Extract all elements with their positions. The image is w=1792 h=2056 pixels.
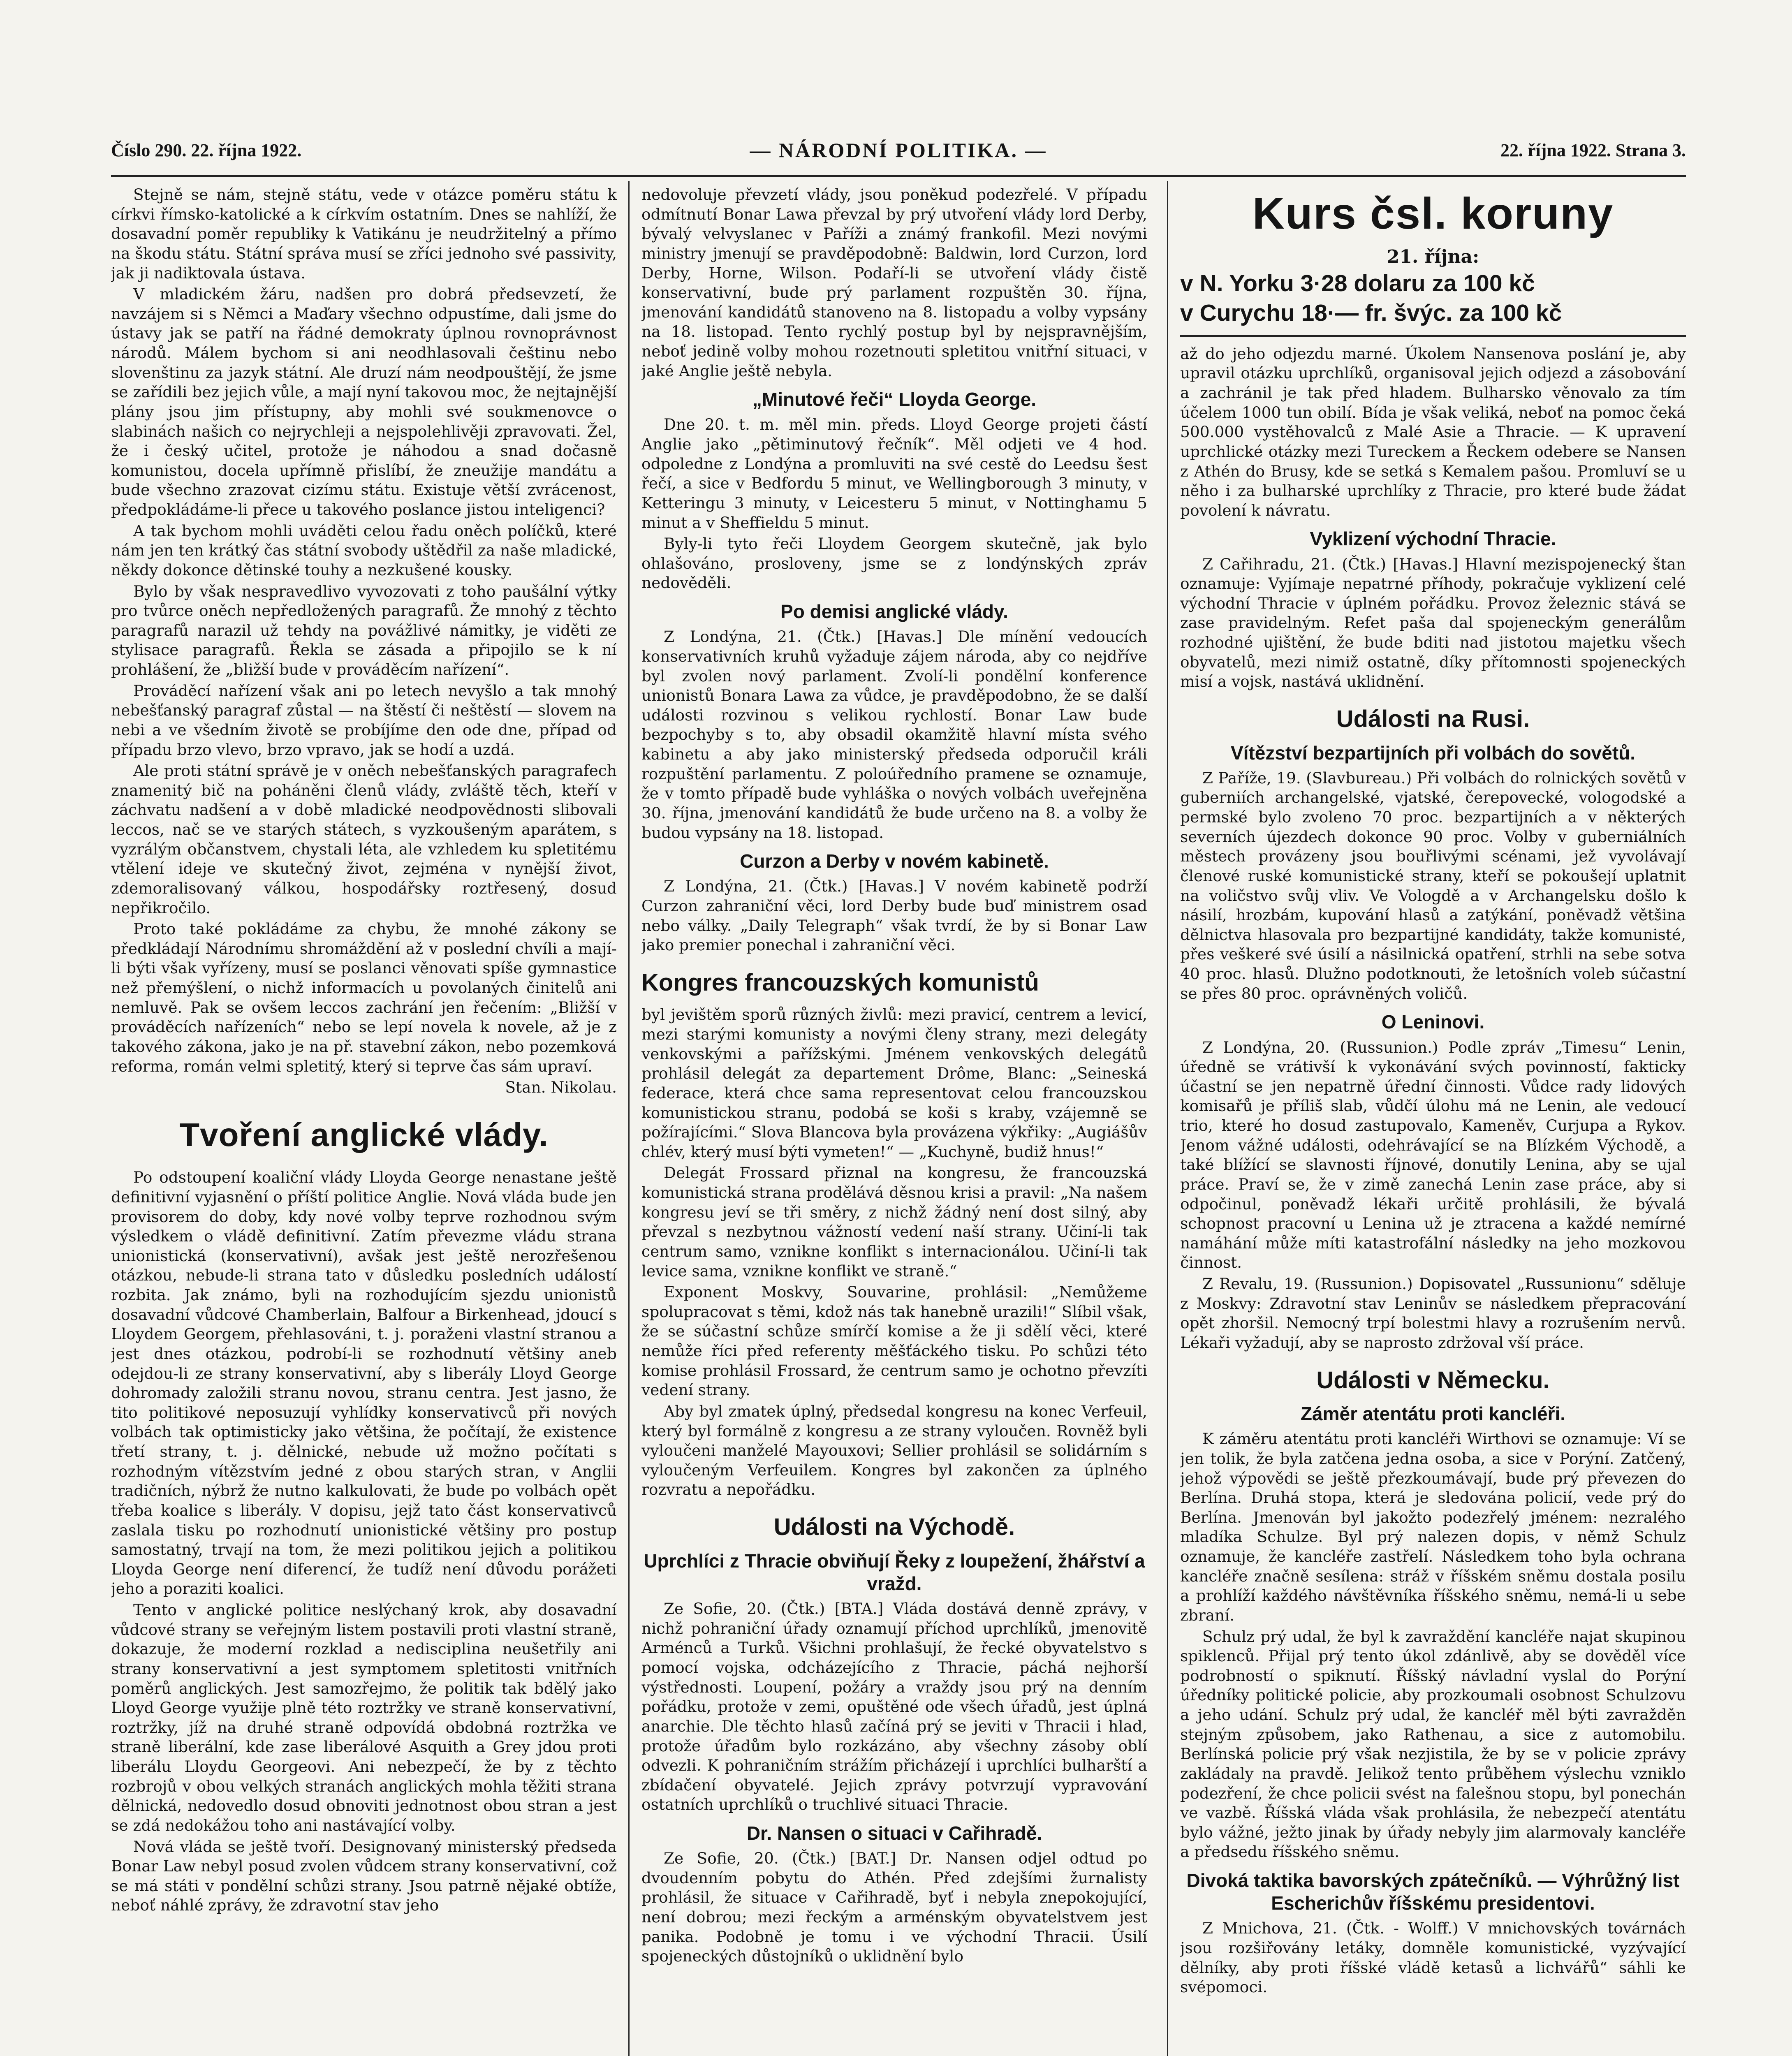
paragraph: byl jevištěm sporů různých živlů: mezi pravicí, centrem a levicí, mezi starými komunisty a novými členy strany, mezi delegáty venkovskými a pařížskými. Jménem venkovských delegátů prohlásil delegát za departement Drôme, Blanc: „Seineská federace, která chce sama representovat celou francouzskou komunistickou stranu, podobá se koši s kraby, vzájemně se požírajícími.“ Slova Blancova byla provázena výkřiky: „Augiášův chlév, který musí býti vymeten!“ — „Kuchyně, budiž hnus!“	[641, 1005, 1147, 1161]
paragraph: Dne 20. t. m. měl min. předs. Lloyd George projeti částí Anglie jako „pětiminutový řečník“. Měl odjeti ve 4 hod. odpoledne z Londýna a promluviti na své cestě do Leedsu šest řečí, a sice v Bedfordu 5 minut, ve Wellingborough 3 minuty, v Ketteringu 3 minuty, v Leicesteru 5 minut, v Nottinghamu 5 minut a v Sheffieldu 5 minut.	[641, 415, 1147, 532]
paragraph: V mladickém žáru, nadšen pro dobrá předsevzetí, že navzájem si s Němci a Maďary všechno odpustíme, dali jsme do ústavy jak se patří na řádné demokraty úplnou rovnoprávnost národů. Málem bychom si ani neodhlasovali češtinu nebo slovenštinu za jazyk státní. Ale druzí nám neodpouštějí, že jsme se zařídili bez jejich vůle, a mají nyní takovou moc, že nejtajnější plány jsou jim přístupny, aby mohli své soukmenovce o slabinách našich co nejrychleji a nejspolehlivěji zpravovati. Žel, že i český učitel, protože je náhodou a snad dočasně komunistou, docela upřímně přislíbí, že zneužije mandátu a bude všechno zrazovat cizímu státu. Existuje větší zvrácenost, předpokládáme-li přece u takového poslance jistou inteligenci?	[111, 285, 617, 519]
paragraph: nedovoluje převzetí vlády, jsou poněkud podezřelé. V případu odmítnutí Bonar Lawa převzal by prý utvoření vlády lord Derby, bývalý velvyslanec v Paříži a známý frankofil. Mezi novými ministry jmenují se pravděpodobně: Baldwin, lord Curzon, lord Derby, Horne, Wilson. Podaří-li se utvoření vlády čistě konservativní, bude prý parlament rozpuštěn 30. října, jmenování kandidátů stanoveno na 8. listopadu a volby vypsány na 18. listopad. Tento rychlý postup byl by nejspravnějším, neboť jedině volby mohou rozetnouti spletitou vnitřní situaci, v jaké Anglie ještě nebyla.	[641, 185, 1147, 380]
paragraph: Ze Sofie, 20. (Čtk.) [BAT.] Dr. Nansen odjel odtud po dvoudenním pobytu do Athén. Před zdejšími žurnalisty prohlásil, že situace v Cařihradě, byť i nebyla znepokojující, není dobrou; mezi řeckým a arménským obyvatelstvem jest panika. Podobně je tomu i ve východní Thracii. Úsilí spojeneckých důstojníků o uklidnění bylo	[641, 1849, 1147, 1966]
column-rule	[1167, 181, 1168, 2056]
paragraph: Prováděcí nařízení však ani po letech nevyšlo a tak mnohý nebešťanský paragraf zůstal — na štěstí či neštěstí — slovem na nebi a ve všedním životě se probíjíme den ode dne, případ od případu brzo vlevo, brzo vpravo, jak se hodí a uzdá.	[111, 681, 617, 759]
paragraph: Z Mnichova, 21. (Čtk. - Wolff.) V mnichovských továrnách jsou rozšiřovány letáky, domněle komunistické, vyzývající dělníky, aby proti říšské vládě ketasů a lichvářů“ sáhli ke svépomoci.	[1180, 1919, 1686, 1996]
date-page: 22. října 1922. Strana 3.	[1500, 140, 1686, 160]
paragraph: Stejně se nám, stejně státu, vede v otázce poměru státu k církvi římsko-katolické a k církvím ostatním. Dnes se nahlíží, že dosavadní poměr republiky k Vatikánu je neudržitelný a přímo na škodu státu. Státní správa musí se zříci jednoho své passivity, jak ji nadiktovala ústava.	[111, 185, 617, 282]
author-signature: Stan. Nikolau.	[505, 1078, 617, 1097]
headline-o-leninovi: O Leninovi.	[1381, 1011, 1485, 1033]
paragraph: Byly-li tyto řeči Lloydem Georgem skutečně, jak bylo ohlašováno, prosloveny, jsme se z londýnských zpráv nedověděli.	[641, 535, 1147, 592]
paragraph: Z Paříže, 19. (Slavbureau.) Při volbách do rolnických sovětů v guberniích archangelské, vjatské, čerepovecké, vologodské a permské bylo zvoleno 70 proc. bezpartijních a v některých severních újezdech dokonce 90 proc. Volby v guberniálních městech provázeny jsou bouřlivými scénami, jež vyvolávají členové ruské komunistické strany, kteří se pokoušejí uplatnit na voličstvo svůj vliv. Ve Vologdě a v Archangelsku došlo k násilí, hrozbám, kupování hlasů a zatýkání, poněvadž většina dělnictva hlasovala pro bezpartijné kandidáty, takže komunisté, přes veškeré své úsilí a násilnická opatření, strhli na sebe sotva 40 proc. hlasů. Dlužno podotknouti, že letošních voleb súčastní se přes 80 proc. oprávněných voličů.	[1180, 769, 1686, 1003]
paragraph: Z Cařihradu, 21. (Čtk.) [Havas.] Hlavní mezispojenecký štan oznamuje: Vyjímaje nepatrné příhody, pokračuje vyklizení celé východní Thracie v úplném pořádku. Provoz železnic stává se zase pravidelným. Refet paša dal spojeneckým generálům rozhodné ujištění, že bude bditi nad jistotou majetku všech obyvatelů, mezi nimiž ostatně, díky přítomnosti spojeneckých misí a vojsk, nastává uklidnění.	[1180, 555, 1686, 691]
paragraph: K záměru atentátu proti kancléři Wirthovi se oznamuje: Ví se jen tolik, že byla zatčena jedna osoba, a sice v Porýní. Zatčený, jehož výpovědi se ještě přezkoumávají, bude prý převezen do Berlína. Druhá stopa, která je sledována policií, vede prý do Berlína. Jmenován byl jakožto podezřelý jménem: nezralého mladíka Schulze. Byl prý nalezen dopis, v němž Schulz oznamuje, že kancléře zastřelí. Následkem toho byla ochrana kancléře značně sesílena: stráž v říšském sněmu dostala posilu a prohlíží každého návštěvníka říšského sněmu, nemá-li u sebe zbraní.	[1180, 1430, 1686, 1624]
issue-number: Číslo 290. 22. října 1922.	[111, 140, 302, 160]
rate-new-york: v N. Yorku 3·28 dolaru za 100 kč	[1180, 270, 1535, 297]
column-3	[1180, 185, 1686, 2056]
paragraph: Bylo by však nespravedlivo vyvozovati z toho paušální výtky pro tvůrce oněch nepředložených paragrafů. Že mnohý z těchto paragrafů narazil už tehdy na povážlivé námitky, je viděti ze stylisace paragrafů. Řekla se zásada a připojilo se k ní prohlášení, že „bližší bude v prováděcím nařízení“.	[111, 582, 617, 678]
column-1	[111, 185, 617, 2056]
paragraph: Ale proti státní správě je v oněch nebešťanských paragrafech znamenitý bič na poháněni členů vlády, zvláště těch, kteří v záchvatu nadšení a v době mladické neodpovědnosti slibovali leccos, nač se ve starých státech, s vyzkoušeným aparátem, s vyzrálým občanstvem, chystali léta, ale vzhledem ku spletitému vtělení ideje ve skutečný život, zejména v nynější život, zdemoralisovaný válkou, hospodářsky roztřesený, dosud nepřikročilo.	[111, 762, 617, 917]
headline-udalosti-vychod: Události na Východě.	[773, 1514, 1015, 1541]
headline-vyklizeni: Vyklizení východní Thracie.	[1310, 528, 1556, 550]
paragraph: Schulz prý udal, že byl k zavraždění kancléře najat skupinou spiklenců. Přijal prý tento úkol zdánlivě, aby se dověděl více podrobností o spiknutí. Říšský návladní vyslal do Porýní úředníky politické policie, aby prozkoumali osobnost Schulzovu a jeho udání. Schulz prý udal, že kancléř měl býti zavražděn stejným způsobem, jako Rathenau, a sice z automobilu. Berlínská policie prý však nezjistila, že by se v policie zprávy zakládaly na pravdě. Jelikož tento průběhem výslechu vzniklo podezření, že chce policii svést na falešnou stopu, byl ponechán ve vazbě. Říšská vláda však prohlásila, že nebezpečí atentátu bylo vážné, ježto jinak by úřady nebyly jim alarmovaly kancléře a předsedu říšského sněmu.	[1180, 1627, 1686, 1861]
column-2	[641, 185, 1147, 2056]
paragraph: Nová vláda se ještě tvoří. Designovaný ministerský předseda Bonar Law nebyl posud zvolen vůdcem strany konservativní, což se má státi v pondělní schůzi strany. Jsou patrně nějaké obtíže, neboť náhlé zprávy, že zdravotní stav jeho	[111, 1837, 617, 1915]
paragraph: Z Londýna, 20. (Russunion.) Podle zpráv „Timesu“ Lenin, úředně se vrátivší k vykonávání svých povinností, fakticky účastní se jen nepatrně úřední činnosti. Vůdce rady lidových komisařů je příliš slab, vůdčí úlohu má ne Lenin, ale vedoucí trio, které ho dosud zastupovalo, Kameněv, Curjupa a Rykov. Jenom vážné události, odehrávající se na Blízkém Východě, a také blížící se slavnosti říjnové, donutily Lenina, aby se ujal práce. Praví se, že v zimě zanechá Lenin zase práce, aby si odpočinul, poněvadž lékaři určitě prohlásili, že bývalá schopnost pracovní u Lenina už je ztracena a každé nemírné namáhání může míti katastrofální následky na jeho mozkovou činnost.	[1180, 1038, 1686, 1272]
paragraph: Proto také pokládáme za chybu, že mnohé zákony se předkládají Národnímu shromáždění až v poslední chvíli a mají-li býti však vyřízeny, musí se poslanci věnovati spíše gymnastice než přemýšlení, o nichž informacích u povolaných činitelů ani nemluvě. Pak se ovšem leccos zachrání jen řečením: „Bližší v prováděcích nařízeních“ nebo se lepí novela k novele, až je z takového zákona, jako je na př. stavební zákon, nebo pozemková reforma, román velmi spletitý, který si teprve čas sám upraví.	[111, 920, 617, 1075]
masthead: — NÁRODNÍ POLITIKA. —	[750, 139, 1047, 162]
headline-minutove-reci: „Minutové řeči“ Lloyda George.	[752, 389, 1037, 410]
paragraph: Z Londýna, 21. (Čtk.) [Havas.] Dle mínění vedoucích konservativních kruhů vyžaduje zájem národa, aby co nejdříve byl zvolen nový parlament. Zvolí-li pondělní konference unionistů Bonara Lawa za vůdce, je pravděpodobno, že se další události rozvinou s velikou rychlostí. Bonar Law bude bezpochyby s to, aby obsadil okamžitě hlavní místa svého kabinetu a aby jako ministerský předseda odporučil králi rozpuštění parlamentu. Z poloúředního pramene se oznamuje, že v tomto případě bude vyhláška o nových volbách uveřejněna 30. října, jmenování kandidátů že bude určeno na 8. a volby že budou vypsány na 18. listopad.	[641, 627, 1147, 842]
headline-divoka-taktika: Divoká taktika bavorských zpátečníků. — Výhrůžný list Escherichův říšskému presidentovi.	[1186, 1870, 1680, 1914]
headline-kongres: Kongres francouzských komunistů	[641, 969, 1039, 996]
paragraph: až do jeho odjezdu marné. Úkolem Nansenova poslání je, aby upravil otázku uprchlíků, organisoval jejich odjezd a zásobování a zachránil je tak před hladem. Bulharsko věnovalo za tím účelem 1000 tun obilí. Bída je však veliká, neboť na pomoc čeká 500.000 vystěhovalců z Malé Asie a Thracie. — K upravení uprchlické otázky mezi Tureckem a Řeckem odebere se Nansen z Athén do Brusy, kde se setká s Kemalem pašou. Promluví se u něho i za bulharské uprchlíky z Thracie, pro které bude žádat povolení k návratu.	[1180, 344, 1686, 519]
paragraph: Exponent Moskvy, Souvarine, prohlásil: „Nemůžeme spolupracovat s těmi, kdož nás tak hanebně urazili!“ Slíbil však, že se súčastní schůze smírčí komise a že ji sdělí věci, které nemůže říci před referenty měšťáckého tisku. Po schůzi této komise prohlásil Frossard, že centrum samo je ochotno převzíti vedení strany.	[641, 1283, 1147, 1399]
headline-uprchlici: Uprchlíci z Thracie obviňují Řeky z loupežení, žhářství a vražd.	[644, 1550, 1145, 1594]
exchange-rate-box	[1180, 185, 1686, 337]
paragraph: A tak bychom mohli uváděti celou řadu oněch políčků, které nám jen ten krátký čas státní svobody uštědřil za naše mladické, někdy dokonce dětinské touhy a nezkušené kousky.	[111, 521, 617, 579]
paragraph: Aby byl zmatek úplný, předsedal kongresu na konec Verfeuil, který byl formálně z kongresu a ze strany vyloučen. Rovněž byli vyloučeni manželé Mayouxovi; Sellier prohlásil se solidárním s vyloučeným Verfeuilem. Kongres byl zakončen za úplného rozvratu a nepořádku.	[641, 1402, 1147, 1499]
headline-anglicka-vlada: Tvoření anglické vlády.	[179, 1116, 549, 1153]
paragraph: Ze Sofie, 20. (Čtk.) [BTA.] Vláda dostává denně zprávy, v nichž pohraniční úřady oznamují příchod uprchlíků, jmenovitě Arménců a Turků. Všichni prohlašují, že řecké obyvatelstvo s pomocí vojska, odcházejícího z Thracie, páchá nejhorší výstřednosti. Loupení, požáry a vraždy jsou prý na denním pořádku, protože v zemi, opuštěné ode všech úřadů, jest úplná anarchie. Dle těchto hlasů začíná prý se jeviti v Thracii i hlad, protože úřadům bylo rozkázáno, aby všechny zásoby oblí odvezli. K pohraničním strážím přicházejí i uprchlíci bulharští a zbídačení obyvatelé. Jejich zprávy potvrzují vypravování ostatních uprchlíků o truchlivé situaci Thracie.	[641, 1600, 1147, 1814]
paragraph: Delegát Frossard přiznal na kongresu, že francouzská komunistická strana prodělává děsnou krisi a pravil: „Na našem kongresu jeví se tři směry, z nichž žádný není dost silný, aby převzal s nezbytnou vážností vedení naší strany. Učiní-li tak centrum samo, vznikne konflikt s internacionálou. Učiní-li tak levice sama, vznikne konflikt ve straně.“	[641, 1164, 1147, 1280]
paragraph: Tento v anglické politice neslýchaný krok, aby dosavadní vůdcové strany se veřejným listem postavili proti vlastní straně, dokazuje, že moderní rozklad a nedisciplina neušetřily ani strany konservativní a jest symptomem spletitosti vnitřních poměrů anglických. Jest samozřejmo, že politik tak bdělý jako Lloyd George využije plně této roztržky ve straně konservativní, roztržky, jíž na druhé straně odpovídá obdobná roztržka ve straně liberální, kde zase liberálové Asquith a Grey jdou proti liberálu Lloydu Georgeovi. Ani nebezpečí, že by z těchto rozbrojů v obou velkých stranách anglických mohla těžiti strana dělnická, nedovedlo dosud obnoviti jednotnost obou stran a jest se zdá nedokážou toho ani nastávající volby.	[111, 1601, 617, 1834]
headline-zamer-atentatu: Záměr atentátu proti kancléři.	[1300, 1403, 1566, 1425]
paragraph: Z Revalu, 19. (Russunion.) Dopisovatel „Russunionu“ sděluje z Moskvy: Zdravotní stav Leninův se následkem přepracování opět zhoršil. Nemocný trpí bolestmi hlavy a rozrušením nervů. Lékaři vyžadují, aby se naprosto zdržoval vší práce.	[1180, 1275, 1686, 1352]
column-rule	[628, 181, 630, 2056]
headline-po-demisi: Po demisi anglické vlády.	[780, 601, 1008, 623]
rate-zurich: v Curychu 18·— fr. švýc. za 100 kč	[1180, 300, 1562, 326]
headline-curzon-derby: Curzon a Derby v novém kabinetě.	[740, 850, 1049, 872]
exchange-rate-date: 21. října:	[1387, 246, 1479, 268]
paragraph: Po odstoupení koaliční vlády Lloyda George nenastane ještě definitivní vyjasnění o příští politice Anglie. Nová vláda bude jen provisorem do doby, kdy nové volby teprve rozhodnou svým výsledkem o vládě definitivní. Zatím převezme vládu strana unionistická (konservativní), avšak jest ještě nerozřešenou otázkou, nebude-li strana tato v důsledku posledních událostí rozbita. Jak známo, byli na rozhodujícím sjezdu unionistů dosavadní vůdcové Chamberlain, Balfour a Birkenhead, jdoucí s Lloydem Georgem, přehlasováni, t. j. poraženi vlastní stranou a jest dnes otázkou, podrobí-li se rozhodnutí většiny aneb odejdou-li ze strany konservativní, aby s liberály Lloyd George dohromady založili stranu novou, stranu centra. Jest jasno, že tito politikové neposuzují vyhlídky konservativců při nových volbách tak optimisticky jako většina, že počítají, že existence třetí strany, t. j. dělnické, nebude už možno počítati s rozhodným vítězstvím jedné z obou starých stran, v Anglii tradičních, nýbrž že nutno kalkulovati, že bude po volbách opět třeba koalice s liberály. V dopisu, jejž tato část konservativců zaslala tisku po rozhodnutí unionistické většiny pro postup samostatný, trvají na tom, že mezi politikou jejich a politikou Lloyda George není diferencí, že tudíž není důvodu porážeti jeho a poraziti koalici.	[111, 1168, 617, 1598]
paragraph: Z Londýna, 21. (Čtk.) [Havas.] V novém kabinetě podrží Curzon zahraniční věci, lord Derby bude buď ministrem osad nebo války. „Daily Telegraph“ však tvrdí, že by si Bonar Law jako premier ponechal i zahraniční věci.	[641, 877, 1147, 954]
newspaper-page	[111, 136, 1686, 2056]
exchange-rate-title: Kurs čsl. koruny	[1252, 188, 1614, 238]
running-head	[111, 136, 1686, 173]
headline-nansen: Dr. Nansen o situaci v Cařihradě.	[746, 1822, 1042, 1844]
headline-udalosti-nemecko: Události v Německu.	[1316, 1366, 1550, 1394]
header-rule	[111, 175, 1686, 177]
headline-udalosti-rusi: Události na Rusi.	[1336, 705, 1530, 732]
headline-vitezstvi: Vítězství bezpartijních při volbách do sovětů.	[1230, 742, 1636, 764]
